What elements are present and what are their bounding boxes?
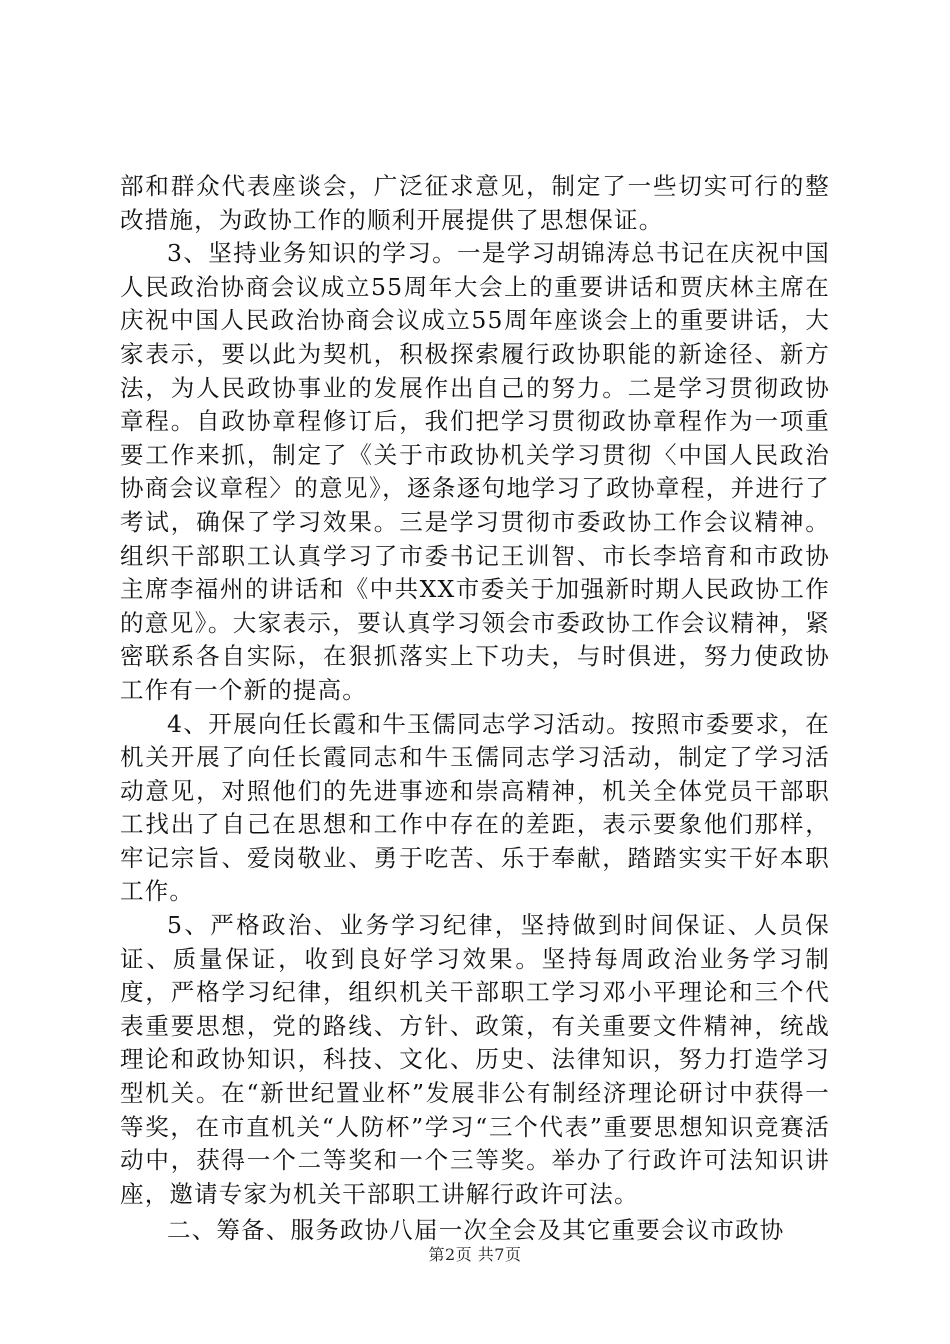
paragraph-item-3: 3、坚持业务知识的学习。一是学习胡锦涛总书记在庆祝中国人民政治协商会议成立55周年大会上的重要讲话和贾庆林主席在庆祝中国人民政治协商会议成立55周年座谈会上的重要讲话，大家表示，要以此为契机，积极探索履行政协职能的新途径、新方法，为人民政协事业的发展作出自己的努力。二是学习贯彻政协章程。自政协章程修订后，我们把学习贯彻政协章程作为一项重要工作来抓，制定了《关于市政协机关学习贯彻〈中国人民政治协商会议章程〉的意见》，逐条逐句地学习了政协章程，并进行了考试，确保了学习效果。三是学习贯彻市委政协工作会议精神。组织干部职工认真学习了市委书记王训智、市长李培育和市政协主席李福州的讲话和《中共XX市委关于加强新时期人民政协工作的意见》。大家表示，要认真学习领会市委政协工作会议精神，紧密联系各自实际，在狠抓落实上下功夫，与时俱进，努力使政协工作有一个新的提高。 [120,239,830,704]
page-number-footer: 第2页 共7页 [428,1245,522,1264]
section-heading-2: 二、筹备、服务政协八届一次全会及其它重要会议市政协 [167,1216,785,1245]
document-body [120,170,830,1248]
paragraph-item-4: 4、开展向任长霞和牛玉儒同志学习活动。按照市委要求，在机关开展了向任长霞同志和牛玉儒同志学习活动，制定了学习活动意见，对照他们的先进事迹和崇高精神，机关全体党员干部职工找出了自己在思想和工作中存在的差距，表示要象他们那样，牢记宗旨、爱岗敬业、勇于吃苦、乐于奉献，踏踏实实干好本职工作。 [120,709,830,906]
paragraph-continuation: 部和群众代表座谈会，广泛征求意见，制定了一些切实可行的整改措施，为政协工作的顺利开展提供了思想保证。 [120,172,830,234]
paragraph-item-5: 5、严格政治、业务学习纪律，坚持做到时间保证、人员保证、质量保证，收到良好学习效果。坚持每周政治业务学习制度，严格学习纪律，组织机关干部职工学习邓小平理论和三个代表重要思想，党的路线、方针、政策，有关重要文件精神，统战理论和政协知识，科技、文化、历史、法律知识，努力打造学习型机关。在“新世纪置业杯”发展非公有制经济理论研讨中获得一等奖，在市直机关“人防杯”学习“三个代表”重要思想知识竞赛活动中，获得一个二等奖和一个三等奖。举办了行政许可法知识讲座，邀请专家为机关干部职工讲解行政许可法。 [120,911,830,1208]
